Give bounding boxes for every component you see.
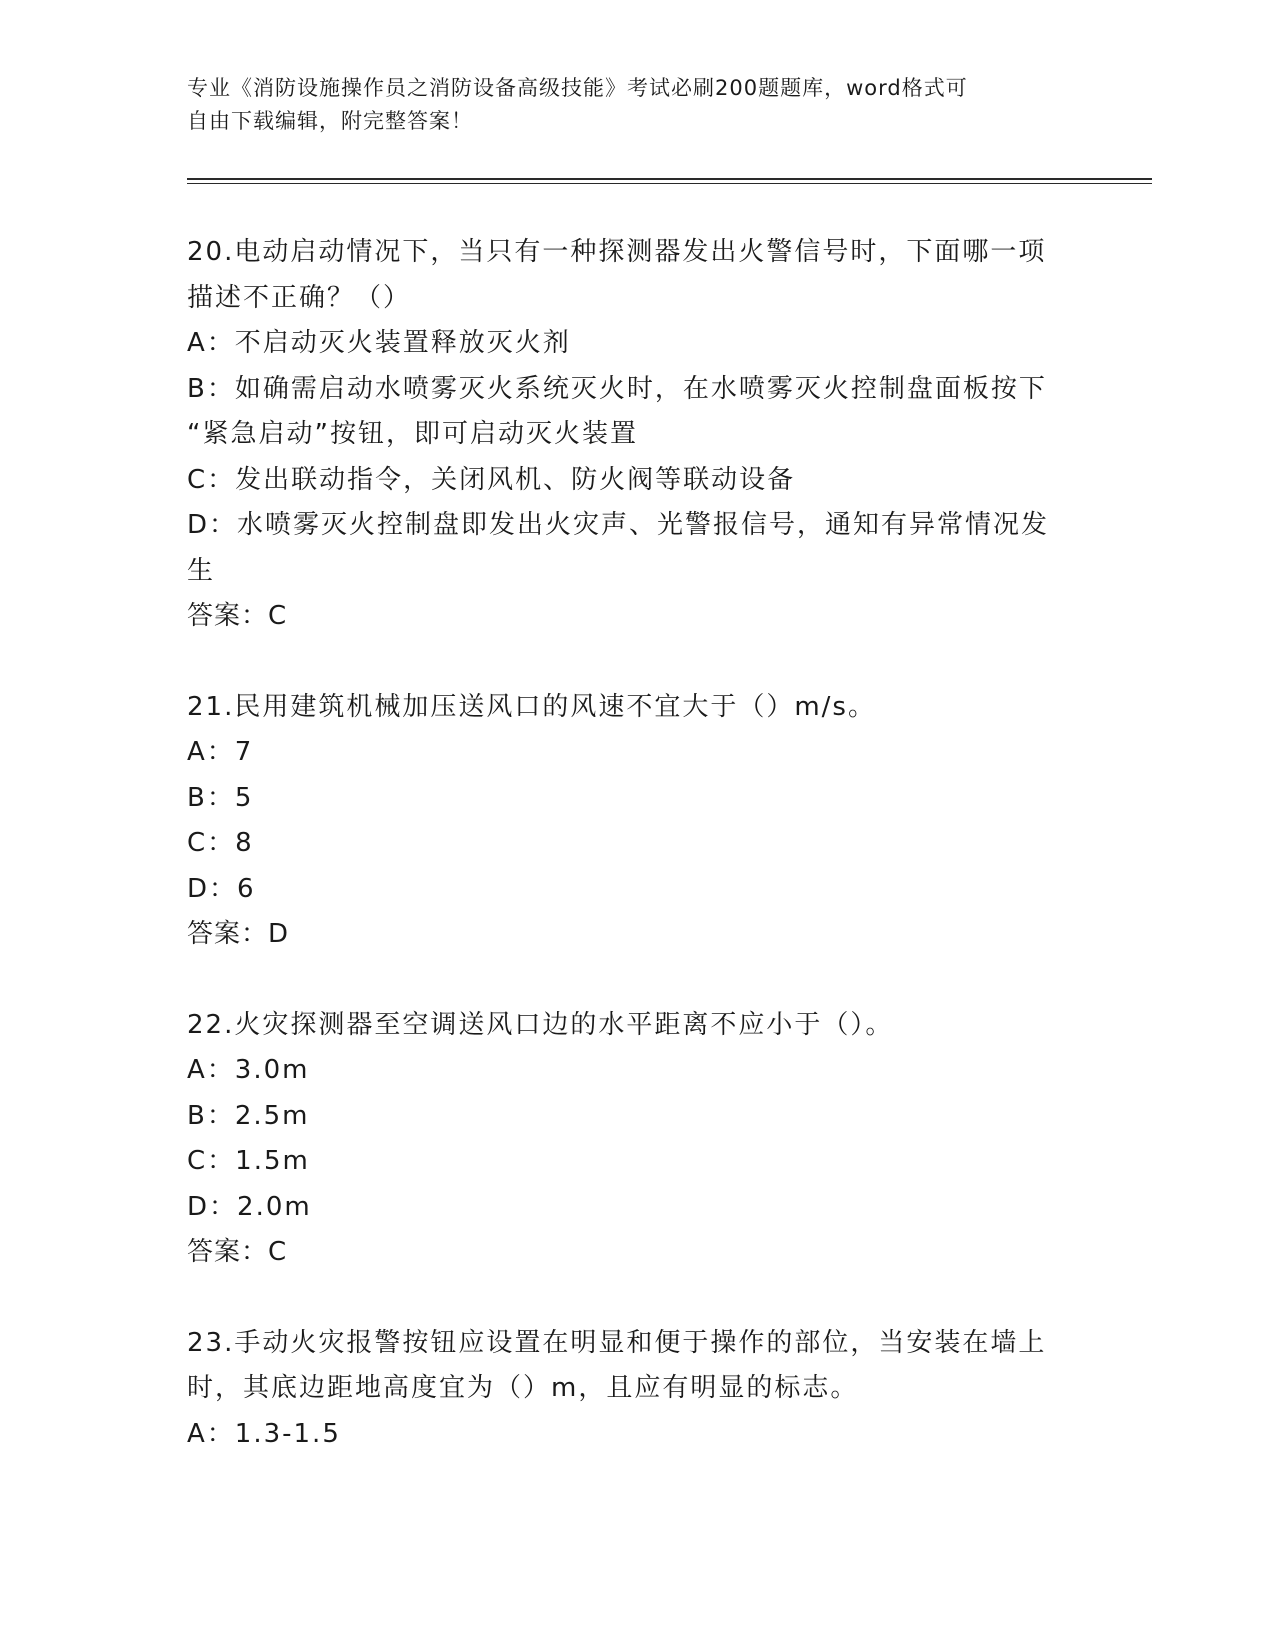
- question-stem-line: 22.火灾探测器至空调送风口边的水平距离不应小于（）。: [187, 1009, 894, 1040]
- option-b-continued: “紧急启动”按钮，即可启动灭火装置: [187, 419, 638, 449]
- question-stem-line: 描述不正确？（）: [187, 282, 412, 313]
- question-21: [187, 685, 1087, 958]
- question-22: [187, 1003, 1087, 1276]
- option-c: C：8: [187, 828, 254, 858]
- question-stem-line: 21.民用建筑机械加压送风口的风速不宜大于（）m/s。: [187, 691, 876, 722]
- question-stem-line: 23.手动火灾报警按钮应设置在明显和便于操作的部位，当安装在墙上: [187, 1327, 1047, 1358]
- question-stem-line: 时，其底边距地高度宜为（）m，且应有明显的标志。: [187, 1373, 859, 1403]
- header-divider-thick: [187, 178, 1152, 180]
- question-20: [187, 230, 1087, 640]
- option-d-continued: 生: [187, 555, 216, 586]
- option-d: D：水喷雾灭火控制盘即发出火灾声、光警报信号，通知有异常情况发: [187, 510, 1050, 540]
- answer: 答案：D: [187, 919, 290, 949]
- question-stem-line: 20.电动启动情况下，当只有一种探测器发出火警信号时，下面哪一项: [187, 237, 1047, 267]
- question-23: [187, 1321, 1087, 1458]
- answer: 答案：C: [187, 601, 288, 631]
- option-b: B：5: [187, 782, 254, 813]
- document-header: [187, 72, 1067, 138]
- option-a: A：7: [187, 737, 254, 767]
- option-a: A：3.0m: [187, 1055, 310, 1085]
- option-c: C：1.5m: [187, 1146, 310, 1176]
- option-b: B：如确需启动水喷雾灭火系统灭火时，在水喷雾灭火控制盘面板按下: [187, 373, 1047, 404]
- option-a: A：不启动灭火装置释放灭火剂: [187, 328, 571, 358]
- header-line-1: 专业《消防设施操作员之消防设备高级技能》考试必刷200题题库，word格式可: [187, 76, 968, 100]
- option-c: C：发出联动指令，关闭风机、防火阀等联动设备: [187, 464, 796, 495]
- option-d: D：6: [187, 873, 256, 904]
- header-line-2: 自由下载编辑，附完整答案！: [187, 109, 473, 133]
- option-d: D：2.0m: [187, 1191, 312, 1222]
- option-b: B：2.5m: [187, 1100, 310, 1131]
- question-list: [187, 230, 1087, 1457]
- header-divider-thin: [187, 183, 1152, 184]
- option-a: A：1.3-1.5: [187, 1418, 341, 1449]
- answer: 答案：C: [187, 1237, 288, 1267]
